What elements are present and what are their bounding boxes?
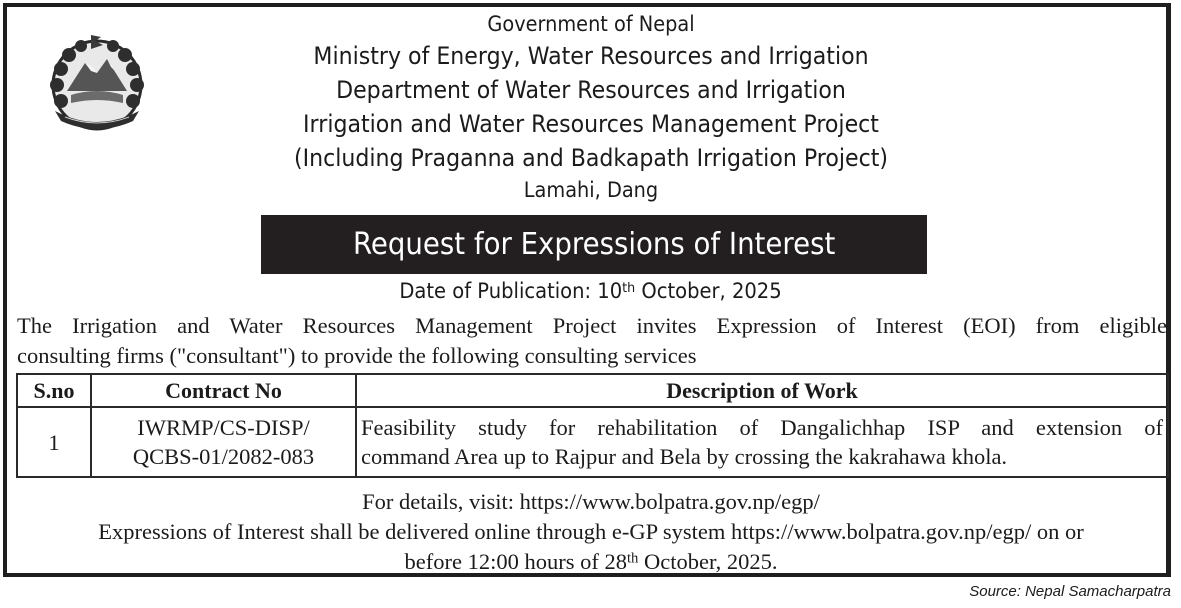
- contract-no-line-2: QCBS-01/2082-083: [132, 444, 315, 469]
- intro-line-1: The Irrigation and Water Resources Management Project invites Expression of Interest (EOI) from eligible: [17, 313, 1167, 338]
- notice-title-banner: [261, 215, 927, 274]
- publication-day-suffix: th: [622, 279, 636, 296]
- services-table: [16, 373, 1169, 478]
- delivery-line-1: Expressions of Interest shall be delivered online through e-GP system https://www.bolpatra.gov.np/egp/ on or: [98, 519, 1084, 544]
- submission-info: [7, 487, 1175, 577]
- source-credit: Source: Nepal Samacharpatra: [969, 583, 1171, 600]
- cell-contract-no: [91, 407, 356, 477]
- deadline-post: October, 2025.: [638, 549, 778, 574]
- publication-day: 10: [597, 279, 623, 303]
- contract-no-line-1: IWRMP/CS-DISP/: [137, 415, 310, 440]
- project-name: Irrigation and Water Resources Management Project: [303, 110, 879, 138]
- description-line-1: Feasibility study for rehabilitation of Dangalichhap ISP and extension of: [361, 415, 1163, 440]
- table-row: [17, 407, 1168, 477]
- description-line-2: command Area up to Rajpur and Bela by crossing the kakrahawa khola.: [361, 444, 1008, 469]
- header-sno: S.no: [17, 374, 91, 407]
- cell-description: [356, 407, 1168, 477]
- notice-title: Request for Expressions of Interest: [352, 227, 836, 262]
- header-contract-no: Contract No: [91, 374, 356, 407]
- intro-line-2: consulting firms ("consultant") to provide the following consulting services: [17, 343, 697, 368]
- cell-sno: 1: [17, 407, 91, 477]
- location: Lamahi, Dang: [523, 178, 659, 202]
- eoi-notice: [3, 3, 1171, 577]
- header-description: Description of Work: [356, 374, 1168, 407]
- project-subtitle: (Including Praganna and Badkapath Irrigation Project): [293, 144, 889, 172]
- publication-month-year: October, 2025: [635, 279, 783, 303]
- deadline-day-suffix: th: [627, 550, 639, 567]
- publication-date-label: Date of Publication:: [399, 279, 598, 303]
- government-name: Government of Nepal: [487, 12, 695, 36]
- intro-paragraph: [17, 311, 1167, 371]
- issuer-header: [7, 9, 1175, 205]
- deadline-line: [7, 547, 1175, 577]
- deadline-pre: before 12:00 hours of 28: [404, 549, 627, 574]
- table-header-row: [17, 374, 1168, 407]
- details-link-text: For details, visit: https://www.bolpatra.gov.np/egp/: [362, 489, 820, 514]
- department-name: Department of Water Resources and Irrigation: [336, 76, 846, 104]
- publication-date: [7, 279, 1175, 303]
- ministry-name: Ministry of Energy, Water Resources and Irrigation: [313, 42, 869, 70]
